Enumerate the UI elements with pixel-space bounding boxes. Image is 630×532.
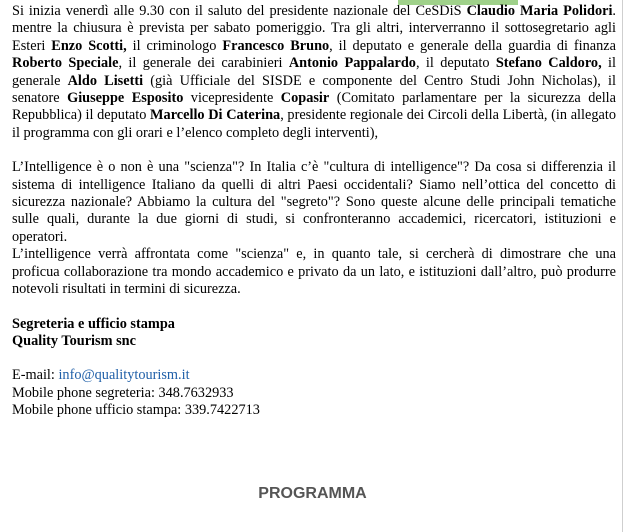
programma-heading: PROGRAMMA: [258, 485, 367, 502]
intro-text-10: (Comitato parlamentare per la sicurezza della Repubblica) il deputato: [12, 90, 616, 124]
speaker-name: Marcello Di Caterina: [150, 107, 281, 124]
mobile-secretary-line: Mobile phone segreteria: 348.7632933: [12, 384, 234, 401]
intro-text-8: (già Ufficiale del SISDE e componente del Centro Studi John Nicholas), il senatore: [12, 72, 616, 107]
speaker-name: Giuseppe Esposito: [67, 90, 184, 107]
intro-text-9: vicepresidente: [183, 90, 281, 107]
questions-paragraph: L’Intelligence è o non è una "scienza"? In Italia c’è "cultura di intelligence"? Da cosa si differenzia il sistema di intelligence Italiano da quelli di altri Paesi occidentali? Siamo nell’ottica del concetto di sicurezza nazionale? Abbiamo la cultura del "segreto"? Sono queste alcune delle principali tematiche sulle quali, durante la due giorni di studi, si confronteranno accademici, ricercatori, istituzioni e operatori.: [12, 159, 616, 245]
speaker-name: Francesco Bruno: [222, 37, 330, 54]
company-name: Quality Tourism snc: [12, 332, 136, 349]
conclusion-paragraph: L’intelligence verrà affrontata come "scienza" e, in quanto tale, si cercherà di dimostrare che una proficua collaborazione tra mondo accademico e privato da un lato, e istituzioni dall’altro, può produrre notevoli risultati in termini di sicurezza.: [12, 246, 616, 298]
press-office-block: [12, 316, 616, 351]
speaker-name: Aldo Lisetti: [67, 72, 144, 89]
press-office-title: Segreteria e ufficio stampa: [12, 315, 175, 332]
right-border-line: [622, 0, 623, 532]
intro-text-3: il criminologo: [126, 37, 223, 54]
intro-text-2: . mentre la chiusura è prevista per sabato pomeriggio. Tra gli altri, interverranno il sottosegretario agli Esteri: [12, 3, 616, 54]
email-link[interactable]: info@qualitytourism.it: [58, 367, 190, 384]
intro-text-7: il generale: [12, 55, 616, 89]
intro-paragraph: [12, 0, 616, 142]
intro-text-1: Si inizia venerdì alle 9.30 con il saluto del presidente nazionale del CeSDiS: [12, 3, 467, 19]
intro-text-5: , il generale dei carabinieri: [118, 55, 289, 72]
email-label: E-mail:: [12, 367, 59, 384]
speaker-name: Antonio Pappalardo: [288, 55, 416, 72]
speaker-name: Enzo Scotti,: [51, 37, 127, 54]
contact-details: [12, 367, 616, 419]
article-body: [12, 0, 616, 420]
intro-text-11: , presidente regionale dei Circoli della Libertà, (in allegato il programma con gli orari e l’elenco completo degli interventi),: [12, 107, 616, 141]
intro-text-6: , il deputato: [415, 55, 496, 72]
speaker-name: Roberto Speciale: [12, 55, 119, 72]
speaker-name: Stefano Caldoro,: [495, 55, 602, 72]
intro-text-4: , il deputato e generale della guardia di finanza: [329, 37, 616, 54]
email-line: [12, 367, 616, 384]
mobile-press-line: Mobile phone ufficio stampa: 339.7422713: [12, 402, 260, 419]
committee-name: Copasir: [280, 90, 330, 107]
speaker-name: Claudio Maria Polidori: [466, 3, 613, 19]
